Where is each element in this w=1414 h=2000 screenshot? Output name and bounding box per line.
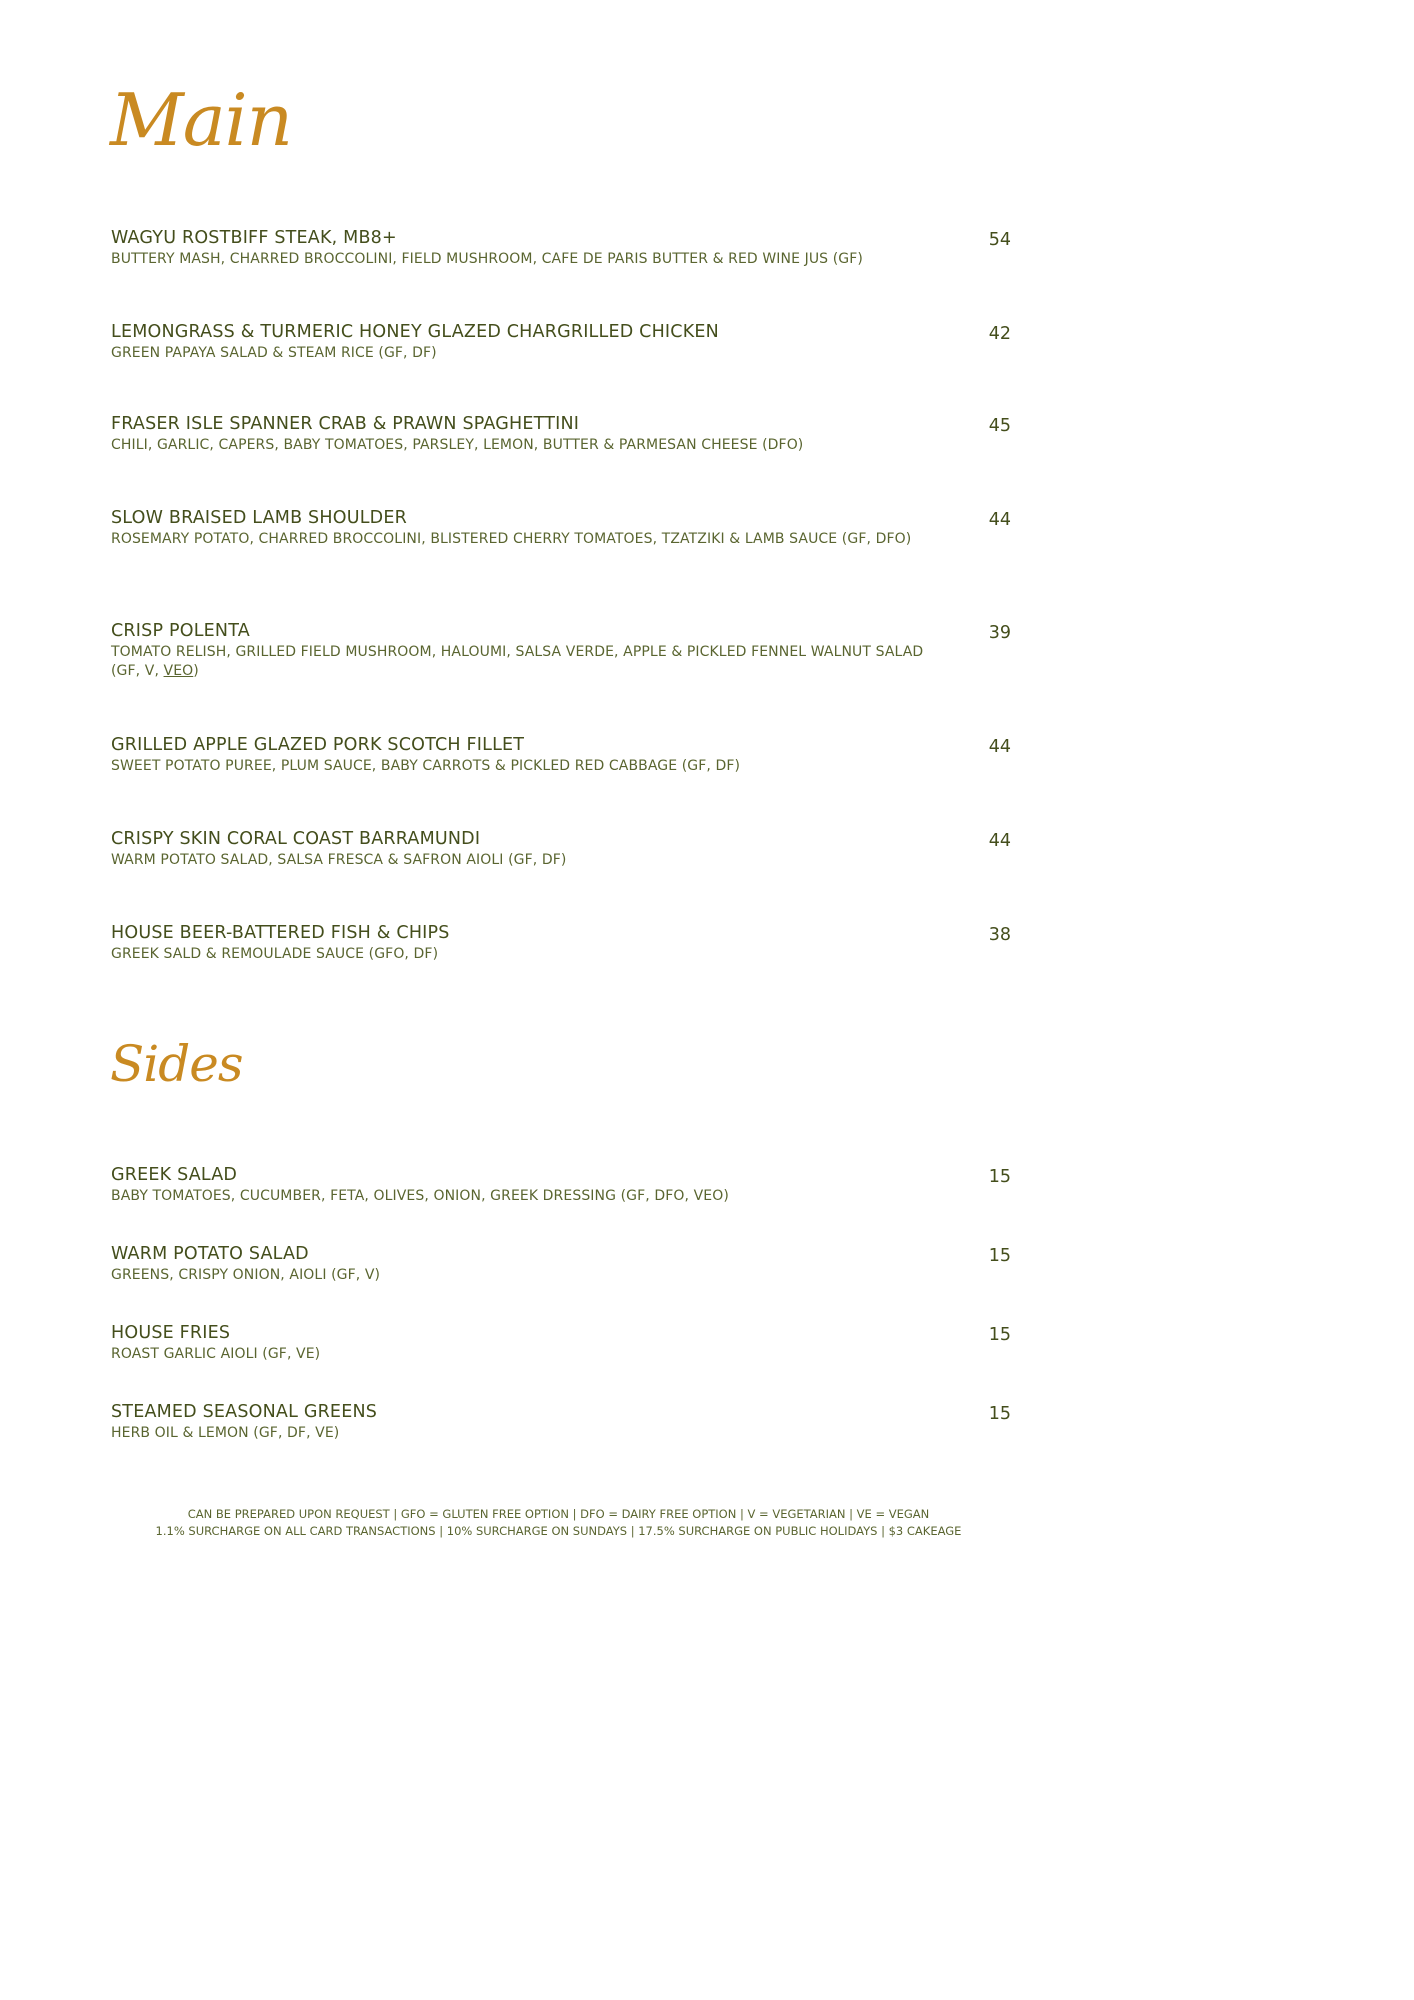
item-description: WARM POTATO SALAD, SALSA FRESCA & SAFRON AIOLI (GF, DF): [111, 852, 567, 868]
item-description: [111, 643, 956, 681]
item-description: SWEET POTATO PUREE, PLUM SAUCE, BABY CARROTS & PICKLED RED CABBAGE (GF, DF): [111, 758, 741, 774]
item-price: 39: [988, 623, 1011, 643]
section-title-main: Main: [110, 78, 293, 162]
menu-item: [111, 735, 1011, 776]
menu-item: [111, 508, 1011, 549]
item-description: GREEK SALD & REMOULADE SAUCE (GFO, DF): [111, 946, 439, 962]
side-item: [111, 1165, 1011, 1206]
item-name: SLOW BRAISED LAMB SHOULDER: [111, 508, 407, 528]
item-name: STEAMED SEASONAL GREENS: [111, 1402, 378, 1422]
item-price: 44: [988, 510, 1011, 530]
item-price: 38: [988, 925, 1011, 945]
item-name: HOUSE BEER-BATTERED FISH & CHIPS: [111, 923, 450, 943]
item-name: CRISP POLENTA: [111, 621, 250, 641]
section-title-sides: Sides: [110, 1035, 243, 1093]
item-price: 42: [988, 324, 1011, 344]
item-price: 44: [988, 737, 1011, 757]
menu-item: [111, 829, 1011, 870]
item-description: CHILI, GARLIC, CAPERS, BABY TOMATOES, PARSLEY, LEMON, BUTTER & PARMESAN CHEESE (DFO): [111, 437, 804, 453]
item-price: 44: [988, 831, 1011, 851]
item-description-end: ): [193, 663, 199, 679]
item-name: CRISPY SKIN CORAL COAST BARRAMUNDI: [111, 829, 481, 849]
item-description: BUTTERY MASH, CHARRED BROCCOLINI, FIELD MUSHROOM, CAFE DE PARIS BUTTER & RED WINE JUS (GF): [111, 251, 863, 267]
menu-item: [111, 414, 1011, 455]
footer-notes: [0, 1506, 1117, 1540]
item-description: ROAST GARLIC AIOLI (GF, VE): [111, 1346, 321, 1362]
item-price: 15: [988, 1167, 1011, 1187]
item-name: GRILLED APPLE GLAZED PORK SCOTCH FILLET: [111, 735, 525, 755]
item-name: GREEK SALAD: [111, 1165, 238, 1185]
item-price: 54: [988, 230, 1011, 250]
item-name: WARM POTATO SALAD: [111, 1244, 309, 1264]
footer-dietary-legend: CAN BE PREPARED UPON REQUEST | GFO = GLUTEN FREE OPTION | DFO = DAIRY FREE OPTION | V = VEGETARIAN | VE = VEGAN: [187, 1507, 930, 1521]
item-description: BABY TOMATOES, CUCUMBER, FETA, OLIVES, ONION, GREEK DRESSING (GF, DFO, VEO): [111, 1188, 729, 1204]
side-item: [111, 1323, 1011, 1364]
item-name: WAGYU ROSTBIFF STEAK, MB8+: [111, 228, 397, 248]
item-description: GREEN PAPAYA SALAD & STEAM RICE (GF, DF): [111, 345, 437, 361]
item-price: 15: [988, 1325, 1011, 1345]
item-description-text: TOMATO RELISH, GRILLED FIELD MUSHROOM, HALOUMI, SALSA VERDE, APPLE & PICKLED FENNEL WALNUT SALAD (GF, V,: [111, 644, 924, 679]
side-item: [111, 1244, 1011, 1285]
item-description: HERB OIL & LEMON (GF, DF, VE): [111, 1425, 340, 1441]
item-description: ROSEMARY POTATO, CHARRED BROCCOLINI, BLISTERED CHERRY TOMATOES, TZATZIKI & LAMB SAUCE (GF, DFO): [111, 531, 912, 547]
footer-surcharge-notice: 1.1% SURCHARGE ON ALL CARD TRANSACTIONS | 10% SURCHARGE ON SUNDAYS | 17.5% SURCHARGE ON PUBLIC HOLIDAYS | $3 CAKEAGE: [155, 1524, 962, 1538]
menu-item: [111, 923, 1011, 964]
item-name: HOUSE FRIES: [111, 1323, 231, 1343]
item-price: 45: [988, 416, 1011, 436]
item-name: FRASER ISLE SPANNER CRAB & PRAWN SPAGHETTINI: [111, 414, 580, 434]
menu-item: [111, 322, 1011, 363]
item-name: LEMONGRASS & TURMERIC HONEY GLAZED CHARGRILLED CHICKEN: [111, 322, 719, 342]
veo-marker: VEO: [163, 663, 194, 679]
item-price: 15: [988, 1404, 1011, 1424]
menu-item: [111, 228, 1011, 269]
item-description: GREENS, CRISPY ONION, AIOLI (GF, V): [111, 1267, 381, 1283]
menu-item: [111, 621, 1011, 681]
item-price: 15: [988, 1246, 1011, 1266]
side-item: [111, 1402, 1011, 1443]
